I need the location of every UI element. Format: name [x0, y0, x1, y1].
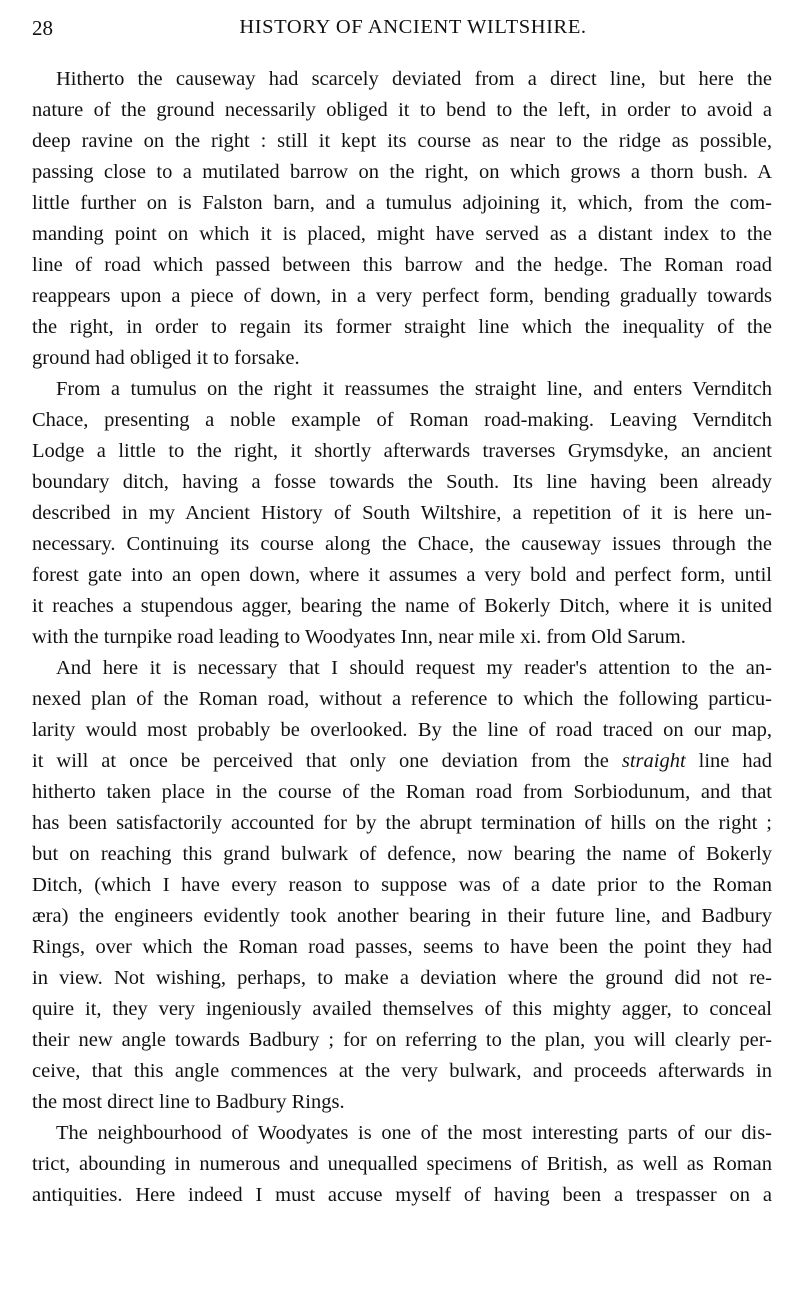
text-line: nature of the ground necessarily obliged it to bend to the left, in order to avoid a	[32, 99, 772, 121]
text-segment: it will at once be perceived that only one deviation from the	[32, 750, 622, 772]
text-line: nexed plan of the Roman road, without a reference to which the following particu-	[32, 688, 772, 710]
text-line: boundary ditch, having a fosse towards the South. Its line having been already	[32, 471, 772, 493]
italic-word: straight	[621, 750, 686, 772]
paragraph	[32, 64, 772, 374]
text-line: the right, in order to regain its former straight line which the inequality of the	[32, 316, 772, 338]
text-line: it reaches a stupendous agger, bearing the name of Bokerly Ditch, where it is united	[32, 595, 772, 617]
text-line: ceive, that this angle commences at the very bulwark, and proceeds afterwards in	[32, 1060, 772, 1082]
text-line: From a tumulus on the right it reassumes the straight line, and enters Vernditch	[56, 378, 772, 400]
text-line: little further on is Falston barn, and a tumulus adjoining it, which, from the com-	[32, 192, 772, 214]
page-header	[32, 14, 772, 44]
text-line: has been satisfactorily accounted for by the abrupt termination of hills on the right ;	[32, 812, 772, 834]
text-line: with the turnpike road leading to Woodyates Inn, near mile xi. from Old Sarum.	[32, 626, 686, 648]
text-line: hitherto taken place in the course of the Roman road from Sorbiodunum, and that	[32, 781, 772, 803]
text-line: manding point on which it is placed, might have served as a distant index to the	[32, 223, 772, 245]
text-segment: line had	[685, 750, 772, 772]
text-line: trict, abounding in numerous and unequalled specimens of British, as well as Roman	[32, 1153, 772, 1175]
text-line: ground had obliged it to forsake.	[32, 347, 300, 369]
text-line: their new angle towards Badbury ; for on referring to the plan, you will clearly per-	[32, 1029, 772, 1051]
text-line: in view. Not wishing, perhaps, to make a deviation where the ground did not re-	[32, 967, 772, 989]
text-line: but on reaching this grand bulwark of defence, now bearing the name of Bokerly	[32, 843, 772, 865]
paragraph	[32, 374, 772, 653]
text-line: Ditch, (which I have every reason to suppose was of a date prior to the Roman	[32, 874, 772, 896]
text-line: Rings, over which the Roman road passes, seems to have been the point they had	[32, 936, 772, 958]
body-text	[32, 64, 772, 1211]
text-line: reappears upon a piece of down, in a very perfect form, bending gradually towards	[32, 285, 772, 307]
text-line: antiquities. Here indeed I must accuse myself of having been a trespasser on a	[32, 1184, 772, 1206]
text-line: Hitherto the causeway had scarcely deviated from a direct line, but here the	[56, 68, 772, 90]
text-line: necessary. Continuing its course along the Chace, the causeway issues through the	[32, 533, 772, 555]
running-title: HISTORY OF ANCIENT WILTSHIRE.	[239, 16, 587, 38]
text-line: forest gate into an open down, where it assumes a very bold and perfect form, until	[32, 564, 772, 586]
text-line: passing close to a mutilated barrow on the right, on which grows a thorn bush. A	[32, 161, 772, 183]
page-number: 28	[32, 16, 53, 40]
text-line: The neighbourhood of Woodyates is one of the most interesting parts of our dis-	[56, 1122, 772, 1144]
paragraph	[32, 653, 772, 1118]
paragraph	[32, 1118, 772, 1211]
text-line: line of road which passed between this barrow and the hedge. The Roman road	[32, 254, 772, 276]
text-line: æra) the engineers evidently took another bearing in their future line, and Badbury	[32, 905, 772, 927]
text-line: Chace, presenting a noble example of Roman road-making. Leaving Vernditch	[32, 409, 772, 431]
text-line: larity would most probably be overlooked. By the line of road traced on our map,	[32, 719, 772, 741]
text-line: the most direct line to Badbury Rings.	[32, 1091, 345, 1113]
text-line: deep ravine on the right : still it kept its course as near to the ridge as possible,	[32, 130, 772, 152]
text-line: Lodge a little to the right, it shortly afterwards traverses Grymsdyke, an ancient	[32, 440, 772, 462]
text-line: And here it is necessary that I should request my reader's attention to the an-	[56, 657, 772, 679]
text-line-with-italic	[32, 746, 772, 777]
text-line: quire it, they very ingeniously availed themselves of this mighty agger, to conceal	[32, 998, 772, 1020]
text-line: described in my Ancient History of South Wiltshire, a repetition of it is here un-	[32, 502, 772, 524]
